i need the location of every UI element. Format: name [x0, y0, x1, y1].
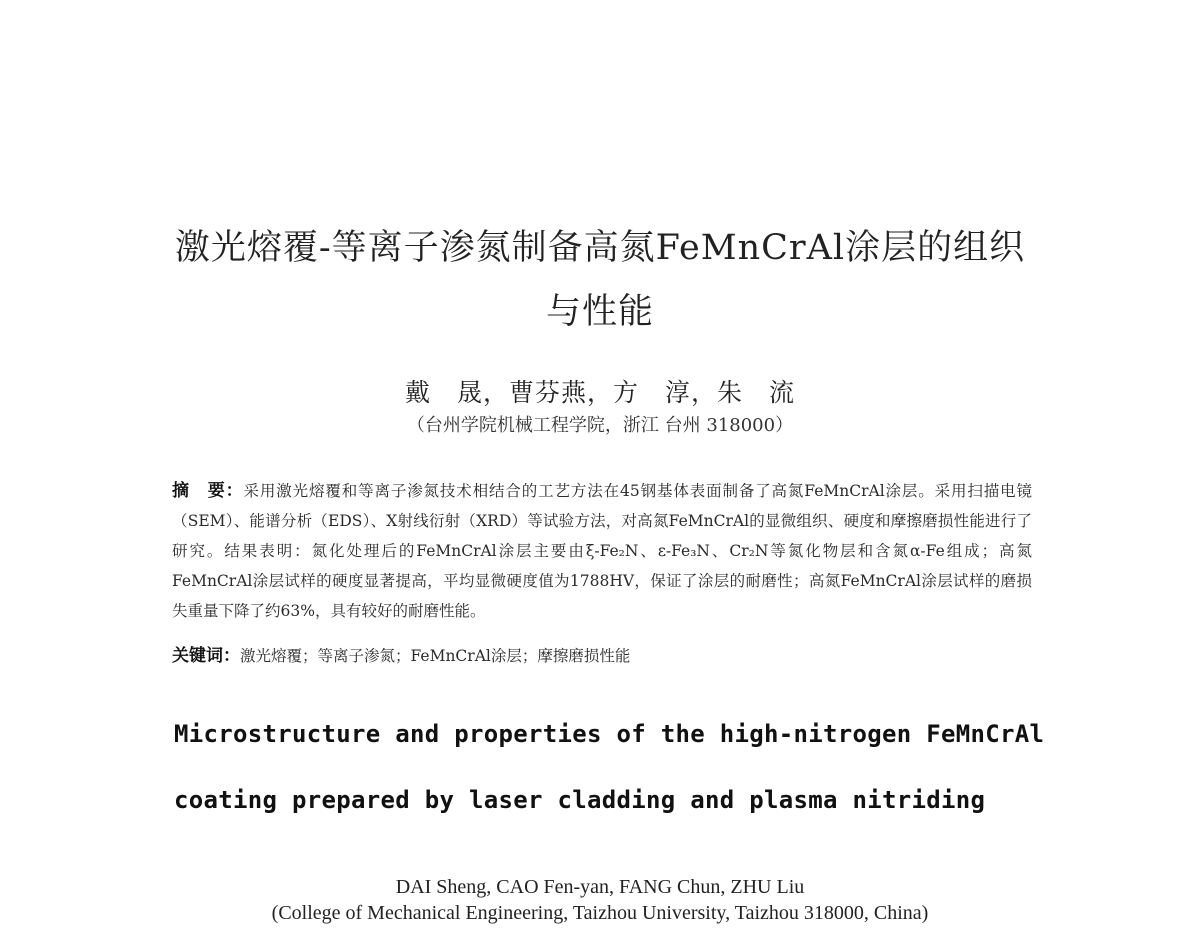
- title-cn-line2: 与性能: [545, 292, 654, 332]
- abstract-cn: [172, 476, 1032, 626]
- title-en-line2: coating prepared by laser cladding and plasma nitriding: [174, 786, 986, 814]
- keywords-cn: [172, 641, 1032, 671]
- authors-en: DAI Sheng, CAO Fen-yan, FANG Chun, ZHU Liu: [395, 876, 805, 898]
- keywords-label: 关键词：: [172, 646, 240, 666]
- affiliation-en: (College of Mechanical Engineering, Taizhou University, Taizhou 318000, China): [271, 902, 929, 924]
- keywords-text: 激光熔覆；等离子渗氮；FeMnCrAl涂层；摩擦磨损性能: [240, 647, 631, 665]
- abstract-text: 采用激光熔覆和等离子渗氮技术相结合的工艺方法在45钢基体表面制备了高氮FeMnCrAl涂层。采用扫描电镜（SEM）、能谱分析（EDS）、X射线衍射（XRD）等试验方法，对高氮FeMnCrAl的显微组织、硬度和摩擦磨损性能进行了研究。结果表明：氮化处理后的FeMnCrAl涂层主要由ξ-Fe₂N、ε-Fe₃N、Cr₂N等氮化物层和含氮α-Fe组成；高氮FeMnCrAl涂层试样的硬度显著提高，平均显微硬度值为1788HV，保证了涂层的耐磨性；高氮FeMnCrAl涂层试样的磨损失重量下降了约63%，具有较好的耐磨性能。: [172, 482, 1032, 620]
- authors-cn: 戴 晟，曹芬燕，方 淳，朱 流: [404, 378, 795, 407]
- title-en-line1: Microstructure and properties of the high-nitrogen FeMnCrAl: [174, 720, 1045, 748]
- title-cn-line1: 激光熔覆-等离子渗氮制备高氮FeMnCrAl涂层的组织: [174, 228, 1026, 268]
- affiliation-cn: （台州学院机械工程学院，浙江 台州 318000）: [406, 415, 794, 436]
- abstract-label: 摘 要：: [172, 481, 244, 501]
